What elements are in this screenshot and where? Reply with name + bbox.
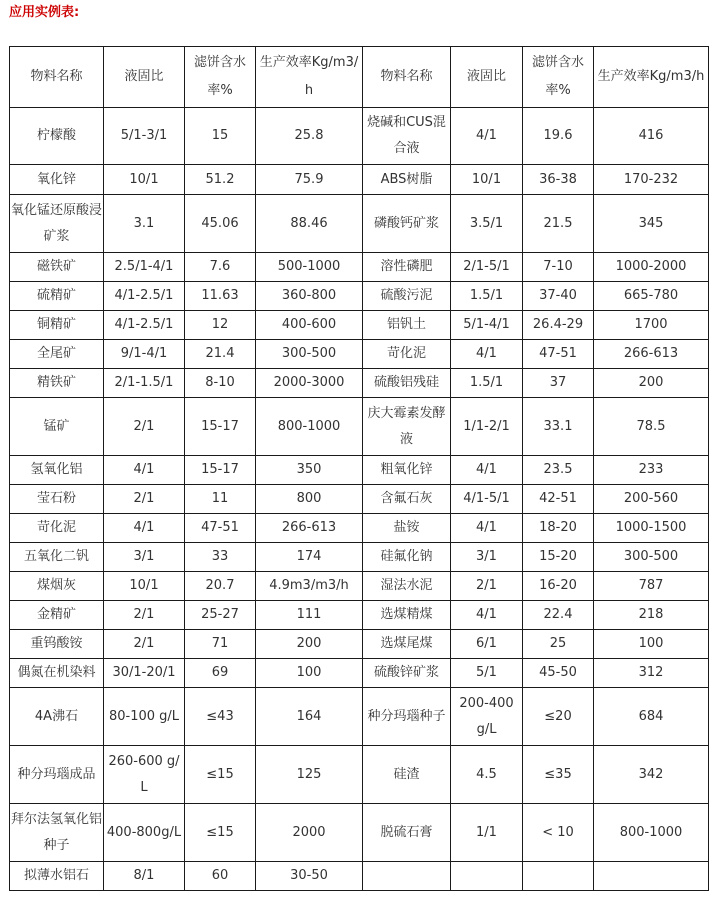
cell-cake-moisture: 11.63 (185, 282, 256, 311)
cell-liquid-solid-ratio: 3/1 (104, 543, 185, 572)
cell-liquid-solid-ratio: 2/1 (104, 485, 185, 514)
cell-cake-moisture-2: 22.4 (523, 601, 594, 630)
cell-cake-moisture: 45.06 (185, 195, 256, 253)
table-header-row (10, 47, 709, 108)
cell-material-name: 精铁矿 (10, 369, 104, 398)
cell-cake-moisture-2: 19.6 (523, 108, 594, 165)
cell-cake-moisture: 69 (185, 659, 256, 688)
cell-efficiency-2: 787 (594, 572, 709, 601)
cell-cake-moisture-2 (523, 862, 594, 891)
cell-liquid-solid-ratio: 10/1 (104, 572, 185, 601)
cell-efficiency-2: 345 (594, 195, 709, 253)
cell-cake-moisture: 7.6 (185, 253, 256, 282)
table-row (10, 485, 709, 514)
cell-liquid-solid-ratio: 260-600 g/L (104, 746, 185, 804)
cell-efficiency: 350 (256, 456, 363, 485)
cell-liquid-solid-ratio-2: 1.5/1 (451, 369, 523, 398)
cell-cake-moisture: 8-10 (185, 369, 256, 398)
table-row (10, 311, 709, 340)
cell-cake-moisture-2: 36-38 (523, 165, 594, 195)
cell-liquid-solid-ratio-2: 10/1 (451, 165, 523, 195)
header-material-name-2: 物料名称 (363, 47, 451, 108)
table-body (10, 47, 709, 891)
cell-material-name-2: 盐铵 (363, 514, 451, 543)
cell-liquid-solid-ratio-2: 5/1 (451, 659, 523, 688)
cell-liquid-solid-ratio: 4/1 (104, 456, 185, 485)
cell-material-name-2: 硅氟化钠 (363, 543, 451, 572)
header-liquid-solid-ratio-2: 液固比 (451, 47, 523, 108)
cell-liquid-solid-ratio-2: 3/1 (451, 543, 523, 572)
cell-efficiency: 2000-3000 (256, 369, 363, 398)
cell-efficiency: 125 (256, 746, 363, 804)
cell-material-name-2 (363, 862, 451, 891)
cell-liquid-solid-ratio-2: 200-400 g/L (451, 688, 523, 746)
cell-material-name-2: 硫酸锌矿浆 (363, 659, 451, 688)
cell-liquid-solid-ratio-2: 2/1-5/1 (451, 253, 523, 282)
table-row (10, 456, 709, 485)
table-row (10, 804, 709, 862)
table-row (10, 282, 709, 311)
cell-liquid-solid-ratio-2: 1.5/1 (451, 282, 523, 311)
cell-efficiency-2: 233 (594, 456, 709, 485)
table-row (10, 398, 709, 456)
cell-liquid-solid-ratio: 10/1 (104, 165, 185, 195)
cell-efficiency-2: 342 (594, 746, 709, 804)
table-row (10, 253, 709, 282)
table-row (10, 195, 709, 253)
cell-efficiency: 400-600 (256, 311, 363, 340)
table-row (10, 659, 709, 688)
cell-liquid-solid-ratio-2: 4.5 (451, 746, 523, 804)
cell-liquid-solid-ratio: 4/1 (104, 514, 185, 543)
cell-liquid-solid-ratio: 2/1 (104, 398, 185, 456)
cell-liquid-solid-ratio: 2.5/1-4/1 (104, 253, 185, 282)
cell-cake-moisture-2: 26.4-29 (523, 311, 594, 340)
cell-efficiency-2 (594, 862, 709, 891)
table-row (10, 165, 709, 195)
cell-cake-moisture-2: 45-50 (523, 659, 594, 688)
cell-efficiency-2: 416 (594, 108, 709, 165)
cell-cake-moisture: 25-27 (185, 601, 256, 630)
page-title: 应用实例表: (9, 5, 80, 20)
cell-liquid-solid-ratio: 80-100 g/L (104, 688, 185, 746)
cell-liquid-solid-ratio-2: 2/1 (451, 572, 523, 601)
cell-efficiency-2: 200-560 (594, 485, 709, 514)
cell-efficiency: 500-1000 (256, 253, 363, 282)
cell-cake-moisture: ≤15 (185, 804, 256, 862)
cell-cake-moisture-2: ≤20 (523, 688, 594, 746)
cell-cake-moisture-2: 18-20 (523, 514, 594, 543)
cell-cake-moisture: 33 (185, 543, 256, 572)
cell-efficiency: 200 (256, 630, 363, 659)
cell-efficiency-2: 1000-2000 (594, 253, 709, 282)
cell-efficiency-2: 665-780 (594, 282, 709, 311)
header-cake-moisture: 滤饼含水率% (185, 47, 256, 108)
cell-material-name: 柠檬酸 (10, 108, 104, 165)
cell-material-name: 全尾矿 (10, 340, 104, 369)
cell-efficiency: 360-800 (256, 282, 363, 311)
cell-cake-moisture: 15-17 (185, 398, 256, 456)
cell-cake-moisture: 47-51 (185, 514, 256, 543)
cell-efficiency-2: 800-1000 (594, 804, 709, 862)
cell-material-name: 偶氮在机染料 (10, 659, 104, 688)
cell-cake-moisture: ≤15 (185, 746, 256, 804)
header-material-name: 物料名称 (10, 47, 104, 108)
cell-efficiency: 111 (256, 601, 363, 630)
cell-material-name-2: ABS树脂 (363, 165, 451, 195)
cell-efficiency-2: 300-500 (594, 543, 709, 572)
cell-cake-moisture-2: ≤35 (523, 746, 594, 804)
cell-cake-moisture-2: 37 (523, 369, 594, 398)
cell-efficiency-2: 1000-1500 (594, 514, 709, 543)
cell-material-name-2: 脱硫石膏 (363, 804, 451, 862)
cell-efficiency-2: 200 (594, 369, 709, 398)
cell-material-name-2: 铝钒土 (363, 311, 451, 340)
cell-material-name: 拜尔法氢氧化铝种子 (10, 804, 104, 862)
cell-material-name: 氧化锰还原酸浸矿浆 (10, 195, 104, 253)
cell-material-name-2: 烧碱和CUS混合液 (363, 108, 451, 165)
cell-liquid-solid-ratio: 8/1 (104, 862, 185, 891)
cell-cake-moisture: 12 (185, 311, 256, 340)
cell-liquid-solid-ratio-2: 6/1 (451, 630, 523, 659)
header-cake-moisture-2: 滤饼含水率% (523, 47, 594, 108)
cell-material-name-2: 溶性磷肥 (363, 253, 451, 282)
cell-efficiency: 100 (256, 659, 363, 688)
cell-material-name-2: 种分玛瑙种子 (363, 688, 451, 746)
cell-material-name: 重钨酸铵 (10, 630, 104, 659)
cell-liquid-solid-ratio-2: 4/1 (451, 108, 523, 165)
cell-efficiency-2: 100 (594, 630, 709, 659)
cell-liquid-solid-ratio: 3.1 (104, 195, 185, 253)
cell-material-name-2: 硫酸铝残硅 (363, 369, 451, 398)
table-row (10, 862, 709, 891)
cell-liquid-solid-ratio: 30/1-20/1 (104, 659, 185, 688)
table-row (10, 369, 709, 398)
cell-material-name-2: 湿法水泥 (363, 572, 451, 601)
cell-efficiency: 2000 (256, 804, 363, 862)
cell-material-name: 莹石粉 (10, 485, 104, 514)
cell-material-name: 五氧化二钒 (10, 543, 104, 572)
cell-efficiency-2: 218 (594, 601, 709, 630)
cell-cake-moisture-2: 21.5 (523, 195, 594, 253)
cell-efficiency: 800-1000 (256, 398, 363, 456)
cell-liquid-solid-ratio-2: 4/1-5/1 (451, 485, 523, 514)
cell-liquid-solid-ratio-2: 4/1 (451, 456, 523, 485)
cell-material-name-2: 选煤尾煤 (363, 630, 451, 659)
cell-liquid-solid-ratio-2: 5/1-4/1 (451, 311, 523, 340)
cell-material-name: 硫精矿 (10, 282, 104, 311)
cell-cake-moisture-2: < 10 (523, 804, 594, 862)
cell-efficiency-2: 684 (594, 688, 709, 746)
table-row (10, 340, 709, 369)
cell-material-name: 金精矿 (10, 601, 104, 630)
cell-material-name-2: 硅渣 (363, 746, 451, 804)
cell-material-name-2: 苛化泥 (363, 340, 451, 369)
cell-liquid-solid-ratio: 5/1-3/1 (104, 108, 185, 165)
cell-efficiency: 4.9m3/m3/h (256, 572, 363, 601)
cell-cake-moisture-2: 7-10 (523, 253, 594, 282)
cell-cake-moisture: 11 (185, 485, 256, 514)
cell-material-name: 磁铁矿 (10, 253, 104, 282)
cell-liquid-solid-ratio-2: 4/1 (451, 514, 523, 543)
cell-cake-moisture: 15 (185, 108, 256, 165)
cell-liquid-solid-ratio: 4/1-2.5/1 (104, 282, 185, 311)
cell-material-name: 锰矿 (10, 398, 104, 456)
cell-efficiency: 266-613 (256, 514, 363, 543)
cell-efficiency-2: 170-232 (594, 165, 709, 195)
cell-liquid-solid-ratio: 2/1 (104, 601, 185, 630)
cell-cake-moisture: 15-17 (185, 456, 256, 485)
cell-cake-moisture: 20.7 (185, 572, 256, 601)
cell-cake-moisture-2: 47-51 (523, 340, 594, 369)
cell-material-name: 铜精矿 (10, 311, 104, 340)
application-examples-table (9, 46, 709, 891)
cell-material-name-2: 庆大霉素发酵液 (363, 398, 451, 456)
table-row (10, 746, 709, 804)
cell-liquid-solid-ratio: 400-800g/L (104, 804, 185, 862)
cell-cake-moisture: 21.4 (185, 340, 256, 369)
cell-liquid-solid-ratio-2: 3.5/1 (451, 195, 523, 253)
header-efficiency-2: 生产效率Kg/m3/h (594, 47, 709, 108)
cell-liquid-solid-ratio: 9/1-4/1 (104, 340, 185, 369)
cell-efficiency: 800 (256, 485, 363, 514)
cell-cake-moisture: ≤43 (185, 688, 256, 746)
header-efficiency: 生产效率Kg/m3/h (256, 47, 363, 108)
cell-cake-moisture: 60 (185, 862, 256, 891)
table-row (10, 572, 709, 601)
cell-material-name: 苛化泥 (10, 514, 104, 543)
cell-liquid-solid-ratio-2 (451, 862, 523, 891)
cell-material-name-2: 粗氧化锌 (363, 456, 451, 485)
cell-efficiency: 164 (256, 688, 363, 746)
cell-liquid-solid-ratio: 4/1-2.5/1 (104, 311, 185, 340)
cell-liquid-solid-ratio-2: 1/1-2/1 (451, 398, 523, 456)
cell-efficiency: 88.46 (256, 195, 363, 253)
cell-material-name: 氢氧化铝 (10, 456, 104, 485)
cell-cake-moisture-2: 33.1 (523, 398, 594, 456)
table-row (10, 514, 709, 543)
cell-cake-moisture-2: 15-20 (523, 543, 594, 572)
table-row (10, 601, 709, 630)
cell-efficiency: 30-50 (256, 862, 363, 891)
cell-material-name-2: 选煤精煤 (363, 601, 451, 630)
cell-liquid-solid-ratio: 2/1-1.5/1 (104, 369, 185, 398)
cell-efficiency-2: 1700 (594, 311, 709, 340)
cell-cake-moisture-2: 23.5 (523, 456, 594, 485)
cell-material-name: 种分玛瑙成品 (10, 746, 104, 804)
cell-efficiency-2: 78.5 (594, 398, 709, 456)
cell-efficiency: 174 (256, 543, 363, 572)
cell-cake-moisture-2: 42-51 (523, 485, 594, 514)
cell-liquid-solid-ratio-2: 4/1 (451, 340, 523, 369)
cell-material-name-2: 硫酸污泥 (363, 282, 451, 311)
table-row (10, 108, 709, 165)
cell-liquid-solid-ratio-2: 4/1 (451, 601, 523, 630)
cell-material-name-2: 磷酸钙矿浆 (363, 195, 451, 253)
cell-material-name: 4A沸石 (10, 688, 104, 746)
table-row (10, 688, 709, 746)
cell-efficiency-2: 266-613 (594, 340, 709, 369)
cell-liquid-solid-ratio-2: 1/1 (451, 804, 523, 862)
cell-efficiency: 75.9 (256, 165, 363, 195)
cell-efficiency-2: 312 (594, 659, 709, 688)
cell-cake-moisture-2: 25 (523, 630, 594, 659)
cell-material-name: 拟薄水铝石 (10, 862, 104, 891)
cell-efficiency: 300-500 (256, 340, 363, 369)
cell-efficiency: 25.8 (256, 108, 363, 165)
cell-material-name: 氧化锌 (10, 165, 104, 195)
cell-liquid-solid-ratio: 2/1 (104, 630, 185, 659)
cell-material-name: 煤烟灰 (10, 572, 104, 601)
cell-cake-moisture-2: 37-40 (523, 282, 594, 311)
table-row (10, 630, 709, 659)
cell-material-name-2: 含氟石灰 (363, 485, 451, 514)
cell-cake-moisture: 51.2 (185, 165, 256, 195)
cell-cake-moisture: 71 (185, 630, 256, 659)
table-row (10, 543, 709, 572)
cell-cake-moisture-2: 16-20 (523, 572, 594, 601)
header-liquid-solid-ratio: 液固比 (104, 47, 185, 108)
